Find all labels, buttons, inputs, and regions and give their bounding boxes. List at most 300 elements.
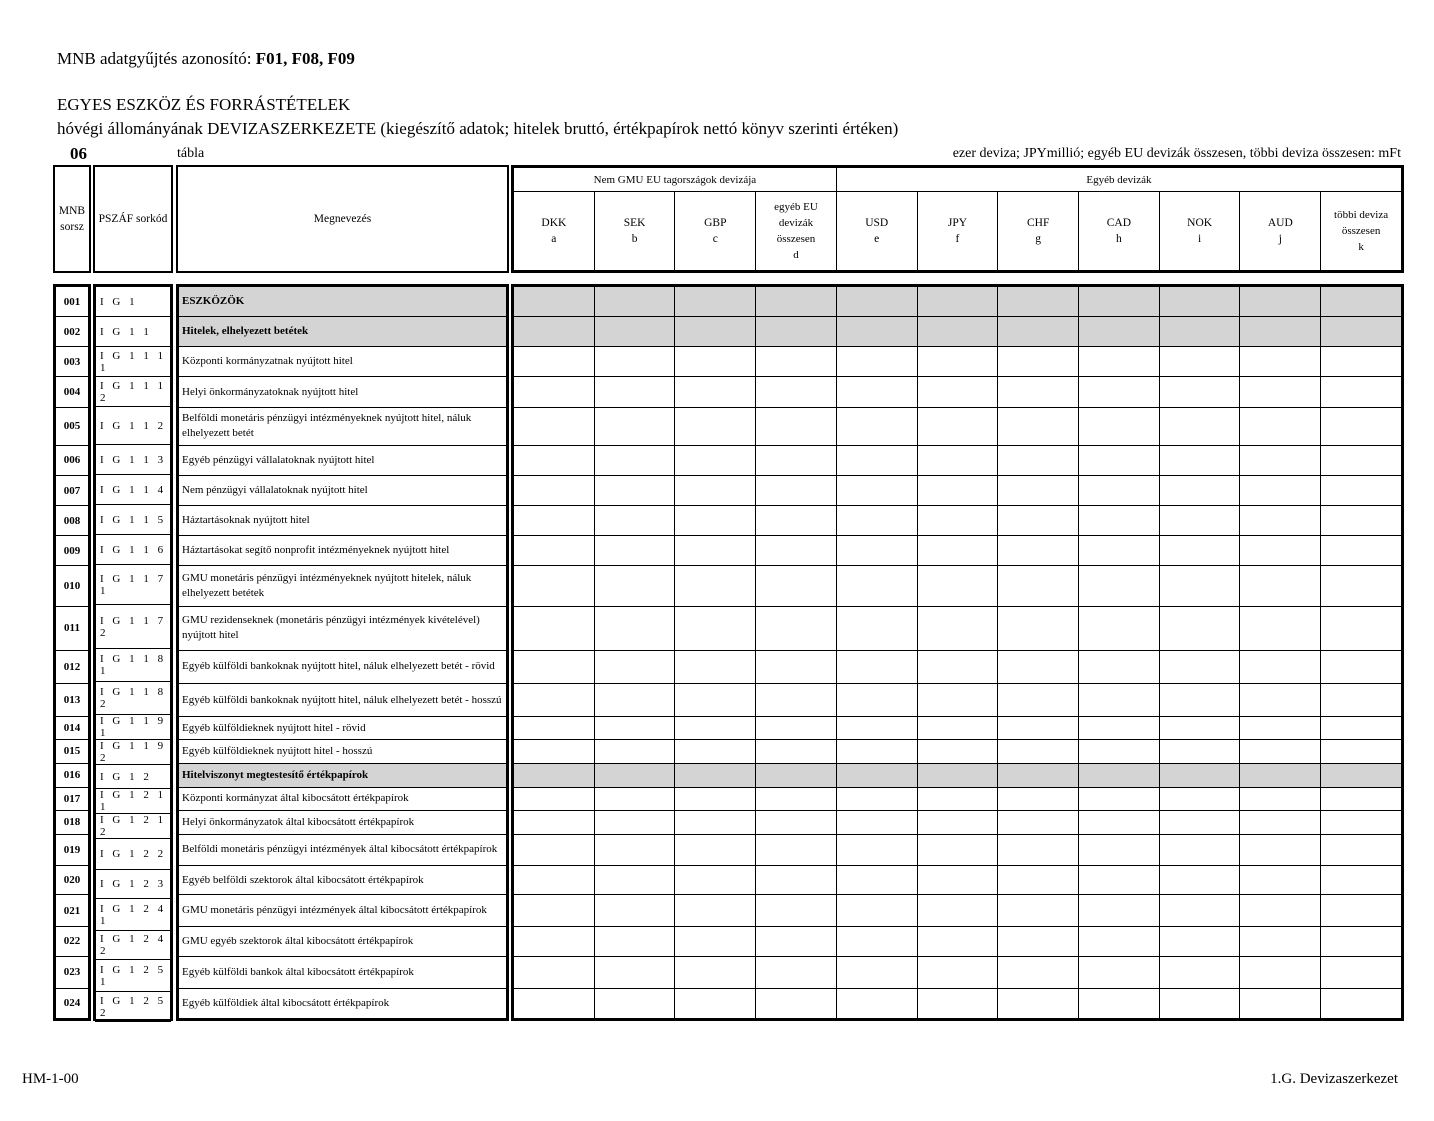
value-cell-i[interactable] [1159, 650, 1240, 683]
value-cell-c[interactable] [675, 684, 756, 717]
table-row [96, 317, 171, 347]
value-cell-f[interactable] [917, 606, 998, 650]
value-cell-k[interactable] [1321, 988, 1402, 1018]
value-cell-a[interactable] [514, 536, 595, 566]
value-cell-k[interactable] [1321, 956, 1402, 988]
value-cell-k[interactable] [1321, 740, 1402, 763]
value-cell-b[interactable] [594, 988, 675, 1018]
value-cell-h[interactable] [1079, 866, 1160, 895]
value-cell-a [514, 763, 595, 787]
value-cell-d[interactable] [756, 536, 837, 566]
currency-code: USD [865, 217, 889, 229]
value-cell-i[interactable] [1159, 606, 1240, 650]
currency-col-k [1321, 192, 1402, 271]
value-cell-g[interactable] [998, 834, 1079, 865]
row-number: 006 [56, 445, 89, 475]
value-cell-b[interactable] [594, 475, 675, 505]
value-cell-g[interactable] [998, 536, 1079, 566]
value-cell-g[interactable] [998, 927, 1079, 956]
value-cell-e[interactable] [836, 407, 917, 445]
value-cell-e[interactable] [836, 536, 917, 566]
value-cell-j[interactable] [1240, 684, 1321, 717]
value-cell-d[interactable] [756, 566, 837, 606]
value-cell-i[interactable] [1159, 407, 1240, 445]
value-cell-b[interactable] [594, 506, 675, 536]
value-cell-a[interactable] [514, 956, 595, 988]
value-cell-b[interactable] [594, 650, 675, 683]
value-cell-c[interactable] [675, 445, 756, 475]
value-cell-k[interactable] [1321, 475, 1402, 505]
value-cell-e[interactable] [836, 650, 917, 683]
value-cell-c[interactable] [675, 895, 756, 927]
value-cell-b[interactable] [594, 927, 675, 956]
value-cell-h[interactable] [1079, 956, 1160, 988]
value-cell-f[interactable] [917, 536, 998, 566]
value-cell-j[interactable] [1240, 717, 1321, 740]
value-cell-i[interactable] [1159, 717, 1240, 740]
row-number: 021 [56, 895, 89, 927]
value-cell-b[interactable] [594, 606, 675, 650]
value-cell-e[interactable] [836, 566, 917, 606]
value-cell-c[interactable] [675, 606, 756, 650]
value-cell-i[interactable] [1159, 377, 1240, 407]
value-cell-c[interactable] [675, 740, 756, 763]
value-cell-h[interactable] [1079, 407, 1160, 445]
value-cell-b[interactable] [594, 347, 675, 377]
value-cell-f[interactable] [917, 506, 998, 536]
value-cell-j[interactable] [1240, 895, 1321, 927]
table-row [56, 287, 89, 317]
value-cell-k[interactable] [1321, 566, 1402, 606]
value-cell-d[interactable] [756, 650, 837, 683]
value-cell-d[interactable] [756, 717, 837, 740]
table-row [179, 566, 507, 606]
currency-letter: f [955, 233, 960, 245]
value-cell-h[interactable] [1079, 787, 1160, 810]
value-cell-c[interactable] [675, 810, 756, 834]
header-mnb-cell [55, 167, 89, 271]
value-cell-e[interactable] [836, 506, 917, 536]
row-number: 019 [56, 834, 89, 865]
value-cell-h[interactable] [1079, 684, 1160, 717]
value-cell-a[interactable] [514, 717, 595, 740]
value-cell-c [675, 287, 756, 317]
value-cell-d[interactable] [756, 684, 837, 717]
value-cell-i[interactable] [1159, 536, 1240, 566]
value-cell-f[interactable] [917, 787, 998, 810]
value-cell-b[interactable] [594, 834, 675, 865]
value-cell-i[interactable] [1159, 566, 1240, 606]
table-row [56, 475, 89, 505]
row-label: Központi kormányzat által kibocsátott értékpapírok [179, 787, 507, 810]
value-cell-d[interactable] [756, 475, 837, 505]
row-number: 014 [56, 717, 89, 740]
table-row [514, 740, 1402, 763]
value-cell-j[interactable] [1240, 606, 1321, 650]
value-cell-h[interactable] [1079, 810, 1160, 834]
row-label: Nem pénzügyi vállalatoknak nyújtott hitel [179, 475, 507, 505]
value-cell-j[interactable] [1240, 566, 1321, 606]
value-cell-e [836, 763, 917, 787]
value-cell-i[interactable] [1159, 684, 1240, 717]
value-cell-b[interactable] [594, 866, 675, 895]
value-cell-e[interactable] [836, 787, 917, 810]
value-cell-j[interactable] [1240, 445, 1321, 475]
value-cell-k[interactable] [1321, 684, 1402, 717]
value-cell-e[interactable] [836, 895, 917, 927]
table-row [179, 956, 507, 988]
value-cell-c[interactable] [675, 834, 756, 865]
row-code: I G 1 1 9 2 [96, 740, 171, 765]
value-cell-g[interactable] [998, 566, 1079, 606]
row-code: I G 1 1 7 2 [96, 605, 171, 649]
group-other-currencies: Egyéb devizák [836, 168, 1401, 192]
value-cell-e[interactable] [836, 810, 917, 834]
value-cell-a[interactable] [514, 740, 595, 763]
value-cell-c[interactable] [675, 407, 756, 445]
value-cell-e[interactable] [836, 988, 917, 1018]
value-cell-g[interactable] [998, 377, 1079, 407]
value-cell-i[interactable] [1159, 506, 1240, 536]
page-subtitle: hóvégi állományának DEVIZASZERKEZETE (kiegészítő adatok; hitelek bruttó, értékpapírok nettó könyv szerinti értéken) [57, 119, 899, 138]
value-cell-b[interactable] [594, 377, 675, 407]
value-cell-e[interactable] [836, 956, 917, 988]
value-cell-j[interactable] [1240, 787, 1321, 810]
table-row [56, 407, 89, 445]
value-cell-f[interactable] [917, 956, 998, 988]
value-cell-f[interactable] [917, 566, 998, 606]
value-cell-g[interactable] [998, 740, 1079, 763]
table-row [96, 565, 171, 605]
value-cell-g[interactable] [998, 787, 1079, 810]
value-cell-k[interactable] [1321, 787, 1402, 810]
value-cell-h [1079, 317, 1160, 347]
value-cell-a[interactable] [514, 650, 595, 683]
body-name [176, 284, 509, 1021]
value-cell-k[interactable] [1321, 810, 1402, 834]
value-cell-h[interactable] [1079, 717, 1160, 740]
value-cell-b[interactable] [594, 740, 675, 763]
value-cell-d[interactable] [756, 506, 837, 536]
value-cell-e[interactable] [836, 475, 917, 505]
value-cell-g[interactable] [998, 717, 1079, 740]
value-cell-j[interactable] [1240, 927, 1321, 956]
value-cell-a[interactable] [514, 606, 595, 650]
value-cell-e[interactable] [836, 347, 917, 377]
value-cell-k[interactable] [1321, 407, 1402, 445]
value-cell-d[interactable] [756, 445, 837, 475]
value-cell-c[interactable] [675, 717, 756, 740]
value-cell-j[interactable] [1240, 347, 1321, 377]
value-cell-g[interactable] [998, 347, 1079, 377]
table-row [56, 606, 89, 650]
table-row [514, 347, 1402, 377]
currency-code: NOK [1187, 217, 1213, 229]
value-cell-f[interactable] [917, 740, 998, 763]
value-cell-g[interactable] [998, 407, 1079, 445]
value-cell-a[interactable] [514, 927, 595, 956]
value-cell-f[interactable] [917, 717, 998, 740]
id-prefix: MNB adatgyűjtés azonosító: [57, 49, 256, 68]
value-cell-d[interactable] [756, 956, 837, 988]
row-number: 001 [56, 287, 89, 317]
value-cell-j[interactable] [1240, 650, 1321, 683]
value-cell-a [514, 287, 595, 317]
value-cell-c[interactable] [675, 866, 756, 895]
row-number: 015 [56, 740, 89, 763]
value-cell-a[interactable] [514, 684, 595, 717]
value-cell-b[interactable] [594, 536, 675, 566]
table-row [514, 606, 1402, 650]
value-cell-j[interactable] [1240, 377, 1321, 407]
value-cell-k[interactable] [1321, 445, 1402, 475]
value-cell-f[interactable] [917, 377, 998, 407]
value-cell-h[interactable] [1079, 475, 1160, 505]
value-cell-h[interactable] [1079, 506, 1160, 536]
value-cell-d[interactable] [756, 866, 837, 895]
value-cell-f[interactable] [917, 988, 998, 1018]
value-cell-f[interactable] [917, 347, 998, 377]
table-row [179, 287, 507, 317]
value-cell-a[interactable] [514, 475, 595, 505]
value-cell-h[interactable] [1079, 834, 1160, 865]
value-cell-b[interactable] [594, 810, 675, 834]
value-cell-h[interactable] [1079, 895, 1160, 927]
table-row [56, 956, 89, 988]
value-cell-d[interactable] [756, 407, 837, 445]
table-row [514, 684, 1402, 717]
value-cell-d[interactable] [756, 347, 837, 377]
value-cell-i[interactable] [1159, 927, 1240, 956]
value-cell-h[interactable] [1079, 536, 1160, 566]
value-cell-i[interactable] [1159, 834, 1240, 865]
table-row [179, 445, 507, 475]
value-cell-b[interactable] [594, 684, 675, 717]
value-cell-g[interactable] [998, 810, 1079, 834]
value-cell-h[interactable] [1079, 347, 1160, 377]
value-cell-c[interactable] [675, 347, 756, 377]
value-cell-k [1321, 287, 1402, 317]
value-cell-i [1159, 317, 1240, 347]
value-cell-e[interactable] [836, 717, 917, 740]
value-cell-c[interactable] [675, 377, 756, 407]
row-code: I G 1 1 8 1 [96, 649, 171, 682]
value-cell-k[interactable] [1321, 506, 1402, 536]
table-row [56, 347, 89, 377]
value-cell-i[interactable] [1159, 810, 1240, 834]
value-cell-i[interactable] [1159, 347, 1240, 377]
value-cell-a[interactable] [514, 377, 595, 407]
table-label: tábla [177, 146, 205, 161]
value-cell-j[interactable] [1240, 536, 1321, 566]
value-cell-e[interactable] [836, 866, 917, 895]
value-cell-c[interactable] [675, 956, 756, 988]
value-cell-k[interactable] [1321, 347, 1402, 377]
value-cell-k[interactable] [1321, 866, 1402, 895]
value-cell-j[interactable] [1240, 834, 1321, 865]
row-label: Központi kormányzatnak nyújtott hitel [179, 347, 507, 377]
value-cell-h[interactable] [1079, 377, 1160, 407]
value-cell-a[interactable] [514, 988, 595, 1018]
value-cell-a[interactable] [514, 566, 595, 606]
value-cell-a[interactable] [514, 787, 595, 810]
value-cell-d[interactable] [756, 927, 837, 956]
value-cell-i[interactable] [1159, 445, 1240, 475]
value-cell-e[interactable] [836, 740, 917, 763]
currency-col-a [514, 192, 595, 271]
value-cell-g[interactable] [998, 988, 1079, 1018]
value-cell-e[interactable] [836, 834, 917, 865]
value-cell-e[interactable] [836, 445, 917, 475]
value-cell-d[interactable] [756, 988, 837, 1018]
value-cell-b[interactable] [594, 787, 675, 810]
currency-col-g [998, 192, 1079, 271]
value-cell-j[interactable] [1240, 988, 1321, 1018]
value-cell-h[interactable] [1079, 988, 1160, 1018]
value-cell-e[interactable] [836, 927, 917, 956]
value-cell-d[interactable] [756, 834, 837, 865]
value-cell-j[interactable] [1240, 956, 1321, 988]
row-label: GMU rezidenseknek (monetáris pénzügyi intézmények kivételével) nyújtott hitel [179, 606, 507, 650]
value-cell-e[interactable] [836, 684, 917, 717]
table-row [514, 895, 1402, 927]
value-cell-a[interactable] [514, 834, 595, 865]
value-cell-c[interactable] [675, 506, 756, 536]
value-cell-i[interactable] [1159, 956, 1240, 988]
value-cell-b[interactable] [594, 407, 675, 445]
value-cell-d[interactable] [756, 895, 837, 927]
value-cell-g[interactable] [998, 684, 1079, 717]
value-cell-b[interactable] [594, 566, 675, 606]
table-row [96, 789, 171, 814]
value-cell-e[interactable] [836, 377, 917, 407]
table-row [514, 475, 1402, 505]
value-cell-f[interactable] [917, 445, 998, 475]
value-cell-g[interactable] [998, 956, 1079, 988]
value-cell-j[interactable] [1240, 475, 1321, 505]
value-cell-c[interactable] [675, 566, 756, 606]
value-cell-g[interactable] [998, 606, 1079, 650]
value-cell-k[interactable] [1321, 717, 1402, 740]
value-cell-f[interactable] [917, 684, 998, 717]
table-row [56, 895, 89, 927]
value-cell-d[interactable] [756, 787, 837, 810]
value-cell-c[interactable] [675, 536, 756, 566]
value-cell-h[interactable] [1079, 566, 1160, 606]
value-cell-g[interactable] [998, 506, 1079, 536]
value-cell-h[interactable] [1079, 445, 1160, 475]
value-cell-j[interactable] [1240, 810, 1321, 834]
value-cell-f[interactable] [917, 810, 998, 834]
value-cell-k[interactable] [1321, 536, 1402, 566]
table-row [96, 377, 171, 407]
value-cell-d[interactable] [756, 740, 837, 763]
value-cell-h[interactable] [1079, 927, 1160, 956]
value-cell-b[interactable] [594, 717, 675, 740]
value-cell-d[interactable] [756, 810, 837, 834]
currency-label-line: összesen [776, 233, 816, 245]
value-cell-a[interactable] [514, 347, 595, 377]
value-cell-h[interactable] [1079, 740, 1160, 763]
value-cell-k[interactable] [1321, 377, 1402, 407]
value-cell-i[interactable] [1159, 866, 1240, 895]
value-cell-f[interactable] [917, 407, 998, 445]
value-cell-i[interactable] [1159, 988, 1240, 1018]
table-row [179, 988, 507, 1018]
value-cell-d[interactable] [756, 377, 837, 407]
value-cell-a[interactable] [514, 810, 595, 834]
row-number: 004 [56, 377, 89, 407]
row-label: Egyéb külföldi bankok által kibocsátott értékpapírok [179, 956, 507, 988]
row-codes-table [95, 286, 171, 1022]
currency-code: GBP [704, 217, 727, 229]
value-cell-b[interactable] [594, 956, 675, 988]
value-cell-h[interactable] [1079, 606, 1160, 650]
value-cell-c[interactable] [675, 475, 756, 505]
value-cell-k[interactable] [1321, 895, 1402, 927]
value-cell-f[interactable] [917, 650, 998, 683]
value-cell-c[interactable] [675, 787, 756, 810]
value-cell-j[interactable] [1240, 407, 1321, 445]
value-cell-f[interactable] [917, 927, 998, 956]
value-cell-h[interactable] [1079, 650, 1160, 683]
table-row [179, 317, 507, 347]
value-cell-a[interactable] [514, 445, 595, 475]
value-cell-f[interactable] [917, 866, 998, 895]
value-cell-j[interactable] [1240, 740, 1321, 763]
value-cell-i[interactable] [1159, 895, 1240, 927]
value-cell-k[interactable] [1321, 606, 1402, 650]
value-cell-d[interactable] [756, 606, 837, 650]
value-cell-i[interactable] [1159, 787, 1240, 810]
value-cell-a[interactable] [514, 407, 595, 445]
value-cell-a[interactable] [514, 506, 595, 536]
value-cell-c[interactable] [675, 650, 756, 683]
value-cell-a[interactable] [514, 866, 595, 895]
table-row [514, 317, 1402, 347]
value-cell-g[interactable] [998, 895, 1079, 927]
value-cell-k[interactable] [1321, 650, 1402, 683]
value-cell-i[interactable] [1159, 475, 1240, 505]
header-mnb-line2: sorsz [60, 221, 84, 233]
value-cell-g[interactable] [998, 866, 1079, 895]
value-cell-e[interactable] [836, 606, 917, 650]
value-cell-f[interactable] [917, 895, 998, 927]
value-cell-f[interactable] [917, 475, 998, 505]
value-cell-a[interactable] [514, 895, 595, 927]
row-code: I G 1 2 [96, 765, 171, 789]
value-cell-b[interactable] [594, 895, 675, 927]
value-cell-j[interactable] [1240, 866, 1321, 895]
table-row [514, 566, 1402, 606]
value-cell-g[interactable] [998, 445, 1079, 475]
value-cell-f [917, 317, 998, 347]
value-cell-i[interactable] [1159, 740, 1240, 763]
value-cell-b[interactable] [594, 445, 675, 475]
value-cell-f[interactable] [917, 834, 998, 865]
currency-col-f [917, 192, 998, 271]
value-cell-c[interactable] [675, 927, 756, 956]
value-cell-j[interactable] [1240, 506, 1321, 536]
value-cell-g[interactable] [998, 475, 1079, 505]
value-cell-g[interactable] [998, 650, 1079, 683]
value-cell-k[interactable] [1321, 834, 1402, 865]
currency-letter: h [1116, 233, 1122, 245]
value-cell-c[interactable] [675, 988, 756, 1018]
value-cell-k [1321, 763, 1402, 787]
value-cell-k[interactable] [1321, 927, 1402, 956]
header-name [176, 165, 509, 273]
